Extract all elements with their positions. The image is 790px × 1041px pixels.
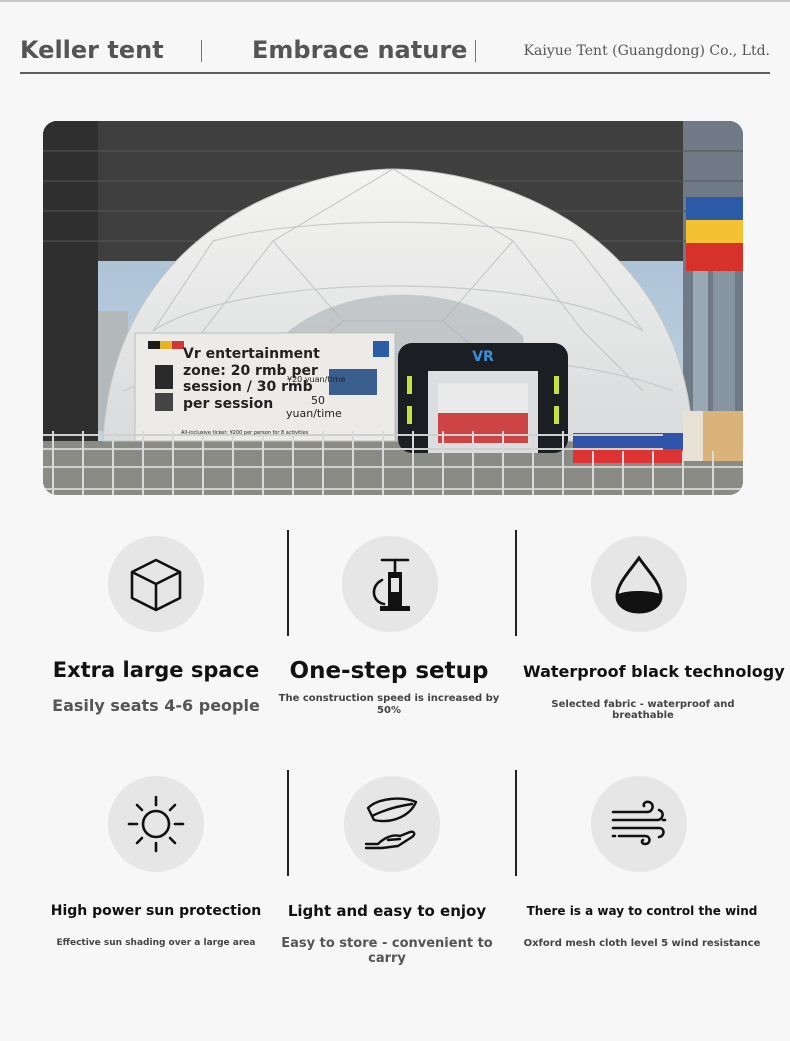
feature-divider [515,530,517,636]
feature-divider [287,530,289,636]
feature-description: The construction speed is increased by 50% [278,693,500,716]
feature-description: Selected fabric - waterproof and breathable [551,699,735,721]
air-pump-icon-badge [342,536,438,632]
water-drop-icon [609,554,669,614]
sign-price-small: ¥20 yuan/time [287,375,346,384]
sign-price-unit: yuan/time [286,407,342,420]
sign-text-line: zone: 20 rmb per [183,363,318,379]
slogan: Embrace nature [252,36,468,64]
cube-icon-badge [108,536,204,632]
wind-icon [609,794,669,854]
feature-description: Easy to store - convenient to carry [281,936,493,966]
feature-title: Light and easy to enjoy [287,902,487,920]
dome-tent-photo [43,121,743,495]
feature-title: One-step setup [289,658,489,684]
header-divider [475,40,476,62]
header-rule [20,72,770,74]
wind-icon-badge [591,776,687,872]
feather-hand-icon [362,794,422,854]
sign-ticket-note: All-inclusive ticket: ¥200 per person for 8 activities [181,430,309,436]
vr-sign: VR [472,349,494,365]
brand-name: Keller tent [20,36,164,64]
feature-title: Extra large space [52,658,260,682]
company-name: Kaiyue Tent (Guangdong) Co., Ltd. [523,43,770,59]
feature-description: Oxford mesh cloth level 5 wind resistance [523,938,761,949]
sign-text-line: Vr entertainment [183,346,320,362]
sign-text-line: per session [183,396,274,412]
sun-icon-badge [108,776,204,872]
feature-divider [515,770,517,876]
top-border [0,0,790,2]
feather-hand-icon-badge [344,776,440,872]
sign-text-line: session / 30 rmb [183,379,313,395]
header-divider [201,40,202,62]
feature-title: There is a way to control the wind [526,904,758,918]
feature-title: Waterproof black technology [523,662,785,681]
feature-divider [287,770,289,876]
cube-icon [126,554,186,614]
sign-price-number: 50 [311,394,325,407]
feature-title: High power sun protection [50,903,262,919]
air-pump-icon [360,554,420,614]
water-drop-icon-badge [591,536,687,632]
feature-description: Effective sun shading over a large area [56,938,256,948]
feature-description: Easily seats 4-6 people [52,696,260,715]
dome-tent-illustration [43,121,743,495]
page-header [20,36,770,74]
sun-icon [126,794,186,854]
